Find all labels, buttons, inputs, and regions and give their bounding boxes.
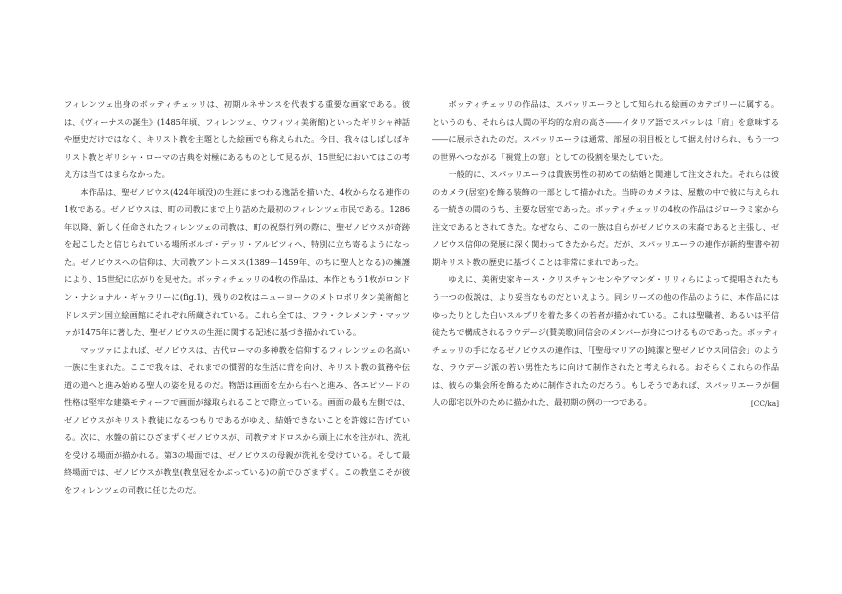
right-text-column bbox=[432, 96, 779, 412]
left-paragraph-2: 本作品は、聖ゼノビウス(424年頃没)の生涯にまつわる逸話を描いた、4枚からなる連作の1枚である。ゼノビウスは、町の司教にまで上り詰めた最初のフィレンツェ市民である。1286年以降、新しく任命されたフィレンツェの司教は、町の祝祭行列の際に、聖ゼノビウスが奇跡を起こしたと信じられている場所ボルゴ・デッリ・アルビツィへ、特別に立ち寄るようになった。ゼノビウスへの信仰は、大司教アントニヌス(1389－1459年、のちに聖人となる)の擁護により、15世紀に広がりを見せた。ボッティチェッリの4枚の作品は、本作ともう1枚がロンドン・ナショナル・ギャラリーに(fig.1)、残りの2枚はニューヨークのメトロポリタン美術館とドレスデン国立絵画館にそれぞれ所蔵されている。これら全ては、フラ・クレメンテ・マッツァが1475年に著した、聖ゼノビウスの生涯に関する記述に基づき描かれている。 bbox=[64, 186, 410, 338]
right-paragraph-1: ボッティチェッリの作品は、スパッリエーラとして知られる絵画のカテゴリーに属する。というのも、それらは人間の平均的な肩の高さ――イタリア語でスパッレは「肩」を意味する――に展示されたのだ。スパッリエーラは通常、部屋の羽目板として据え付けられ、もう一つの世界へつながる「視覚上の窓」としての役割を果たしていた。 bbox=[432, 99, 779, 162]
left-paragraph-3: マッツァによれば、ゼノビウスは、古代ローマの多神教を信仰するフィレンツェの名高い一族に生まれた。ここで我々は、それまでの慣習的な生活に背を向け、キリスト教の貧務や伝道の道へと進み始める聖人の姿を見るのだ。物語は画面を左から右へと進み、各エピソードの性格は堅牢な建築モティーフで画面が縁取られることで際立っている。画面の最も左側では、ゼノビウスがキリスト教徒になるつもりであるがゆえ、結婚できないことを許嫁に告げている。次に、水盤の前にひざまずくゼノビウスが、司教テオドロスから頭上に水を注がれ、洗礼を受ける場面が描かれる。第3の場面では、ゼノビウスの母親が洗礼を受けている。そして最終場面では、ゼノビウスが教皇(教皇冠をかぶっている)の前でひざまずく。この教皇こそが彼をフィレンツェの司教に任じたのだ。 bbox=[64, 344, 410, 496]
right-paragraph-2: 一般的に、スパッリエーラは貴族男性の初めての結婚と関連して注文された。それらは彼のカメラ(居室)を飾る装飾の一部として描かれた。当時のカメラは、屋敷の中で彼に与えられる一続きの間のうち、主要な居室であった。ボッティチェッリの4枚の作品はジローラミ家から注文であるとされてきた。なぜなら、この一族は自らがゼノビウスの末裔であると主張し、ゼノビウス信仰の発展に深く関わってきたからだ。だが、スパッリエーラの連作が新約聖書や初期キリスト教の歴史に基づくことは非常にまれであった。 bbox=[432, 169, 779, 267]
right-paragraph-3: ゆえに、美術史家キース・クリスチャンセンやアマンダ・リリィらによって提唱されたもう一つの仮説は、より妥当なものだといえよう。同シリーズの他の作品のように、本作品にはゆったりとした白いスルプリを着た多くの若者が描かれている。これは聖職者、あるいは平信徒たちで構成されるラウデージ(賛美歌)同信会のメンバーが身につけるものであった。ボッティチェッリの手になるゼノビウスの連作は、「[聖母マリアの]純潔と聖ゼノビウス同信会」のような、ラウデージ派の若い男性たちに向けて制作されたと考えられる。おそらくこれらの作品は、彼らの集会所を飾るために制作されたのだろう。もしそうであれば、スパッリエーラが個人の邸宅以外のために描かれた、最初期の例の一つである。 bbox=[432, 274, 779, 408]
left-paragraph-1: フィレンツェ出身のボッティチェッリは、初期ルネサンスを代表する重要な画家である。彼は、《ヴィーナスの誕生》(1485年頃、フィレンツェ、ウフィツィ美術館)といったギリシャ神話や歴史だけではなく、キリスト教を主題とした絵画でも称えられた。今日、我々はしばしばキリスト教とギリシャ・ローマの古典を対極にあるものとして見るが、15世紀においてはこの考え方は当てはまらなかった。 bbox=[64, 99, 410, 180]
author-credit: [CC/ka] bbox=[750, 398, 779, 408]
left-text-column bbox=[64, 96, 410, 500]
